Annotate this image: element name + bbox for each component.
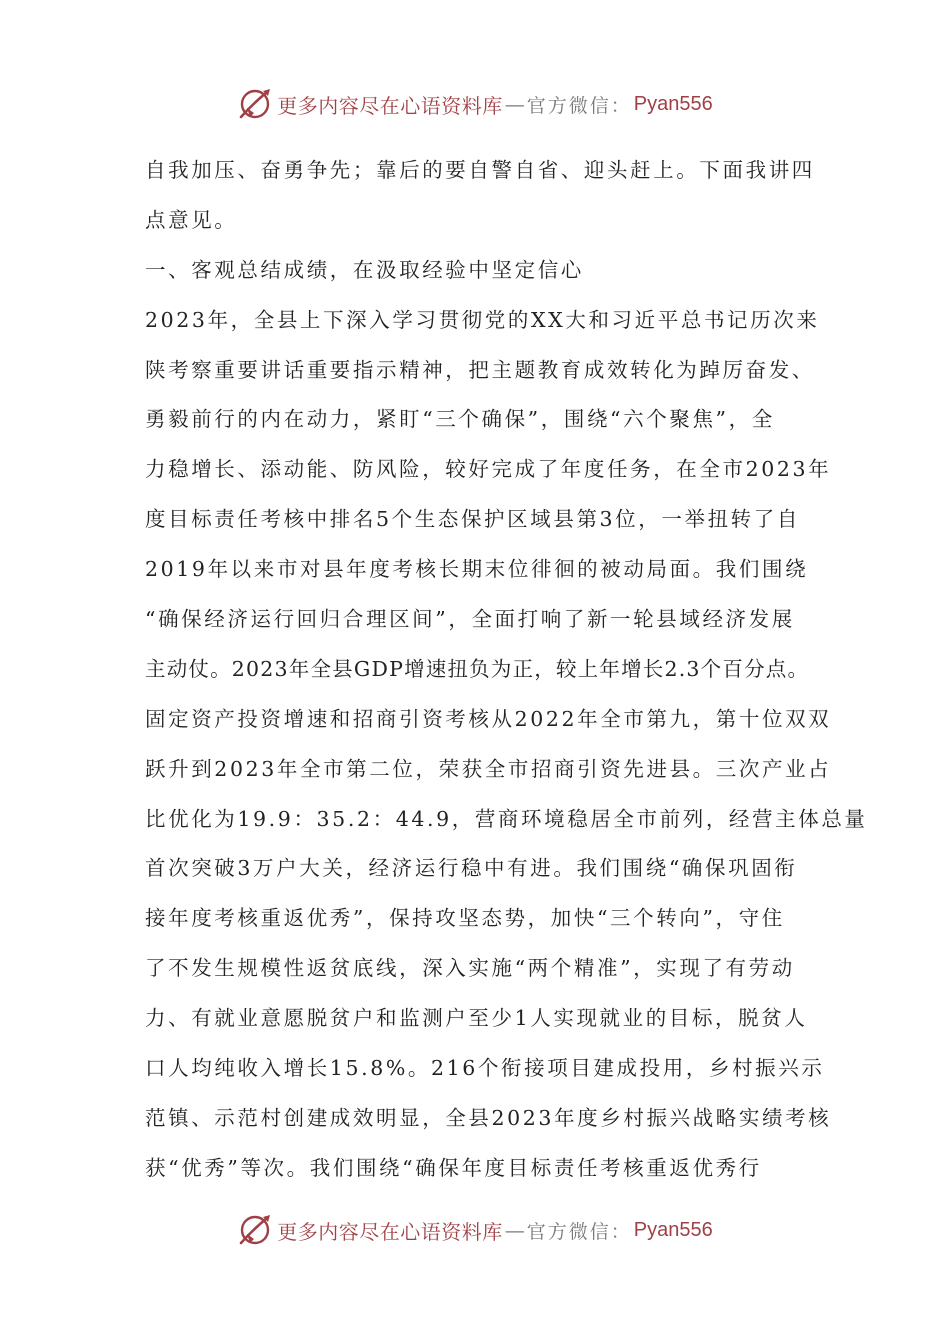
separator-dash: — (504, 92, 525, 116)
wechat-id: Pyan556 (633, 92, 713, 115)
body-line-1: 自我加压、奋勇争先；靠后的要自警自省、迎头赶上。下面我讲四 (145, 158, 815, 182)
body-line-14: 比优化为19.9：35.2：44.9，营商环境稳居全市前列，经营主体总量 (145, 806, 868, 831)
body-line-11: 主动仗。2023年全县GDP增速扭负为正，较上年增长2.3个百分点。 (145, 656, 810, 681)
body-line-19: 口人均纯收入增长15.8%。216个衔接项目建成投用，乡村振兴示 (145, 1056, 825, 1081)
wechat-id: Pyan556 (633, 1218, 713, 1241)
body-line-4: 2023年，全县上下深入学习贯彻党的XX大和习近平总书记历次来 (145, 307, 820, 332)
brand-text: 更多内容尽在心语资料库 (277, 1219, 503, 1244)
separator-dash: — (504, 1218, 525, 1242)
body-line-6: 勇毅前行的内在动力，紧盯“三个确保”，围绕“六个聚焦”，全 (145, 407, 775, 432)
body-line-21: 获“优秀”等次。我们围绕“确保年度目标责任考核重返优秀行 (145, 1155, 762, 1180)
document-body (145, 146, 868, 1194)
body-line-13: 跃升到2023年全市第二位，荣获全市招商引资先进县。三次产业占 (145, 756, 832, 781)
pen-nib-icon (237, 86, 273, 122)
wechat-label: 官方微信： (526, 1220, 632, 1243)
body-line-5: 陕考察重要讲话重要指示精神，把主题教育成效转化为踔厉奋发、 (145, 357, 815, 382)
pen-nib-icon (237, 1212, 273, 1248)
body-line-10: “确保经济运行回归合理区间”，全面打响了新一轮县域经济发展 (145, 607, 795, 632)
body-line-17: 了不发生规模性返贫底线，深入实施“两个精准”，实现了有劳动 (145, 956, 795, 981)
body-line-15: 首次突破3万户大关，经济运行稳中有进。我们围绕“确保巩固衔 (145, 856, 798, 881)
body-line-2: 点意见。 (145, 207, 238, 232)
body-line-20: 范镇、示范村创建成效明显，全县2023年度乡村振兴战略实绩考核 (145, 1105, 832, 1130)
wechat-label: 官方微信： (526, 94, 632, 117)
body-line-7: 力稳增长、添动能、防风险，较好完成了年度任务，在全市2023年 (145, 457, 832, 482)
brand-text: 更多内容尽在心语资料库 (277, 93, 503, 118)
body-line-12: 固定资产投资增速和招商引资考核从2022年全市第九，第十位双双 (145, 706, 832, 731)
body-line-8: 度目标责任考核中排名5个生态保护区域县第3位，一举扭转了自 (145, 507, 800, 532)
body-line-9: 2019年以来市对县年度考核长期末位徘徊的被动局面。我们围绕 (145, 557, 809, 582)
body-line-16: 接年度考核重返优秀”，保持攻坚态势，加快“三个转向”，守住 (145, 906, 785, 931)
body-line-18: 力、有就业意愿脱贫户和监测户至少1人实现就业的目标，脱贫人 (145, 1006, 808, 1031)
footer-watermark-banner (0, 1210, 950, 1250)
section-heading: 一、客观总结成绩，在汲取经验中坚定信心 (145, 257, 584, 282)
header-watermark-banner (0, 84, 950, 124)
